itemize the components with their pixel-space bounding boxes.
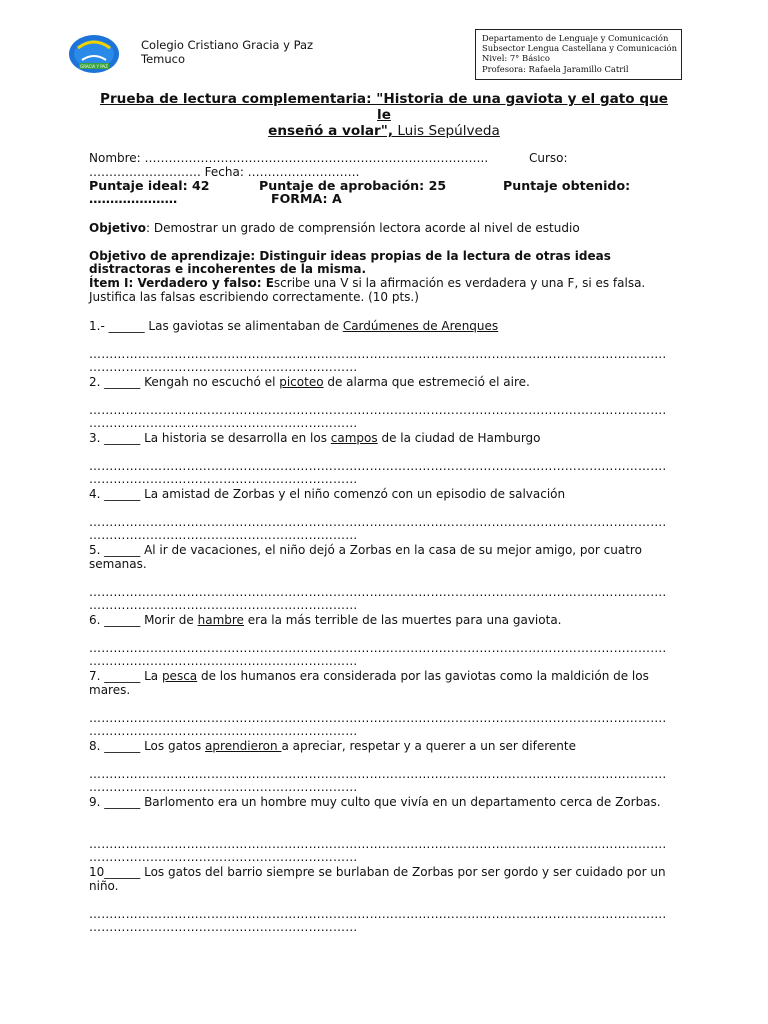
item-instructions (89, 276, 679, 304)
objetivo-text: : Demostrar un grado de comprensión lectora acorde al nivel de estudio (145, 221, 580, 235)
school-header (141, 38, 313, 66)
question-text: Al ir de vacaciones, el niño dejó a Zorbas en la casa de su mejor amigo, por cuatro semanas. (89, 543, 642, 571)
curso-label: Curso: (529, 151, 568, 165)
answer-line-continuation[interactable]: ………………………………………………………… (89, 360, 358, 374)
answer-line[interactable]: ……………………………………………………………………………………………………………………………. (89, 837, 667, 851)
question-text: Morir de (144, 613, 198, 627)
answer-line-continuation[interactable]: ………………………………………………………… (89, 472, 358, 486)
answer-line-continuation[interactable]: ………………………………………………………… (89, 780, 358, 794)
question-number[interactable]: 9. ______ (89, 795, 145, 809)
answer-line[interactable]: ……………………………………………………………………………………………………………………………. (89, 515, 667, 529)
question-1 (89, 319, 679, 333)
school-logo (68, 34, 120, 74)
answer-line-continuation[interactable]: ………………………………………………………… (89, 528, 358, 542)
question-8 (89, 739, 679, 753)
answer-line[interactable]: ……………………………………………………………………………………………………………………………. (89, 907, 667, 921)
question-number[interactable]: 8. ______ (89, 739, 145, 753)
question-text-end: de la ciudad de Hamburgo (377, 431, 541, 445)
question-text: Los gatos (144, 739, 206, 753)
question-underlined-word: aprendieron (205, 739, 282, 753)
page-title (100, 91, 668, 139)
question-text: Barlomento era un hombre muy culto que vivía en un departamento cerca de Zorbas. (144, 795, 661, 809)
question-text: Las gaviotas se alimentaban de (148, 319, 343, 333)
name-field[interactable]: Nombre: ………………………………………………………………………….. (89, 151, 489, 165)
question-9 (89, 795, 679, 809)
question-4 (89, 487, 679, 501)
title-line2: enseñó a volar", (268, 123, 393, 139)
department-info-box (475, 29, 682, 80)
question-underlined-word: campos (330, 431, 378, 445)
item-first: E (265, 276, 274, 290)
info-level: Nivel: 7° Básico (482, 53, 550, 64)
school-name: Colegio Cristiano Gracia y Paz (141, 38, 314, 52)
aprendizaje-text: Objetivo de aprendizaje: Distinguir ideas propias de la lectura de otras ideas distractoras e incoherentes de la misma. (89, 249, 611, 276)
question-text-end: a apreciar, respetar y a querer a un ser diferente (281, 739, 576, 753)
answer-line-continuation[interactable]: ………………………………………………………… (89, 920, 358, 934)
answer-line[interactable]: ……………………………………………………………………………………………………………………………. (89, 585, 667, 599)
question-underlined-word: pesca (161, 669, 198, 683)
question-text-end: de los humanos era considerada por las gaviotas como la maldición de los mares. (89, 669, 649, 697)
title-line1: Prueba de lectura complementaria: "Historia de una gaviota y el gato que le (100, 91, 668, 123)
answer-line[interactable]: ……………………………………………………………………………………………………………………………. (89, 459, 667, 473)
question-7 (89, 669, 679, 697)
question-text: Los gatos del barrio siempre se burlaban de Zorbas por ser gordo y ser cuidado por un niño. (89, 865, 666, 893)
school-city: Temuco (141, 52, 185, 66)
obtenido-dots[interactable]: ………………… (89, 191, 178, 206)
question-5 (89, 543, 679, 571)
question-underlined-word: picoteo (279, 375, 324, 389)
puntaje-ideal: Puntaje ideal: 42 (89, 178, 210, 193)
title-author: Luis Sepúlveda (393, 123, 500, 139)
question-number[interactable]: 5. ______ (89, 543, 145, 557)
puntaje-aprobacion: Puntaje de aprobación: 25 (259, 178, 447, 193)
item-label: Ítem I: Verdadero y falso: (89, 276, 266, 290)
item-text: scribe una V si la afirmación es verdadera y una F, si es falsa. Justifica las falsas escribiendo correctamente. (10 pts.) (89, 276, 646, 304)
question-3 (89, 431, 679, 445)
question-text: Kengah no escuchó el (144, 375, 280, 389)
forma-label: FORMA: A (271, 191, 342, 206)
objetivo (89, 221, 679, 235)
question-number[interactable]: 1.- ______ (89, 319, 149, 333)
puntaje-row (89, 179, 679, 193)
question-10 (89, 865, 679, 893)
forma-row (89, 192, 679, 206)
answer-line[interactable]: ……………………………………………………………………………………………………………………………. (89, 347, 667, 361)
answer-line[interactable]: ……………………………………………………………………………………………………………………………. (89, 711, 667, 725)
student-name-row (89, 151, 679, 165)
answer-line-continuation[interactable]: ………………………………………………………… (89, 850, 358, 864)
question-text: La amistad de Zorbas y el niño comenzó con un episodio de salvación (144, 487, 566, 501)
question-text: La (144, 669, 162, 683)
question-text: La historia se desarrolla en los (144, 431, 331, 445)
logo-text: GRACIA Y PAZ (80, 64, 108, 69)
question-2 (89, 375, 679, 389)
objetivo-label: Objetivo (89, 221, 146, 235)
answer-line[interactable]: ……………………………………………………………………………………………………………………………. (89, 641, 667, 655)
question-text-end: de alarma que estremeció el aire. (323, 375, 530, 389)
info-subsector: Subsector Lengua Castellana y Comunicación (482, 43, 677, 54)
info-teacher: Profesora: Rafaela Jaramillo Catril (482, 63, 629, 74)
question-underlined-word: Cardúmenes de Arenques (342, 319, 499, 333)
question-number[interactable]: 6. ______ (89, 613, 145, 627)
aprendizaje (89, 250, 679, 304)
puntaje-obtenido: Puntaje obtenido: (503, 178, 631, 193)
question-number[interactable]: 3. ______ (89, 431, 145, 445)
answer-line-continuation[interactable]: ………………………………………………………… (89, 724, 358, 738)
answer-line-continuation[interactable]: ………………………………………………………… (89, 416, 358, 430)
answer-line[interactable]: ……………………………………………………………………………………………………………………………. (89, 767, 667, 781)
answer-line[interactable]: ……………………………………………………………………………………………………………………………. (89, 403, 667, 417)
question-number[interactable]: 10______ (89, 865, 145, 879)
curso-fecha-row[interactable]: ………………………. Fecha: ………………………. (89, 165, 360, 179)
question-underlined-word: hambre (197, 613, 244, 627)
question-number[interactable]: 7. ______ (89, 669, 145, 683)
question-number[interactable]: 2. ______ (89, 375, 145, 389)
answer-line-continuation[interactable]: ………………………………………………………… (89, 598, 358, 612)
question-number[interactable]: 4. ______ (89, 487, 145, 501)
question-text-end: era la más terrible de las muertes para una gaviota. (243, 613, 562, 627)
info-department: Departamento de Lenguaje y Comunicación (482, 33, 669, 43)
question-6 (89, 613, 679, 627)
answer-line-continuation[interactable]: ………………………………………………………… (89, 654, 358, 668)
